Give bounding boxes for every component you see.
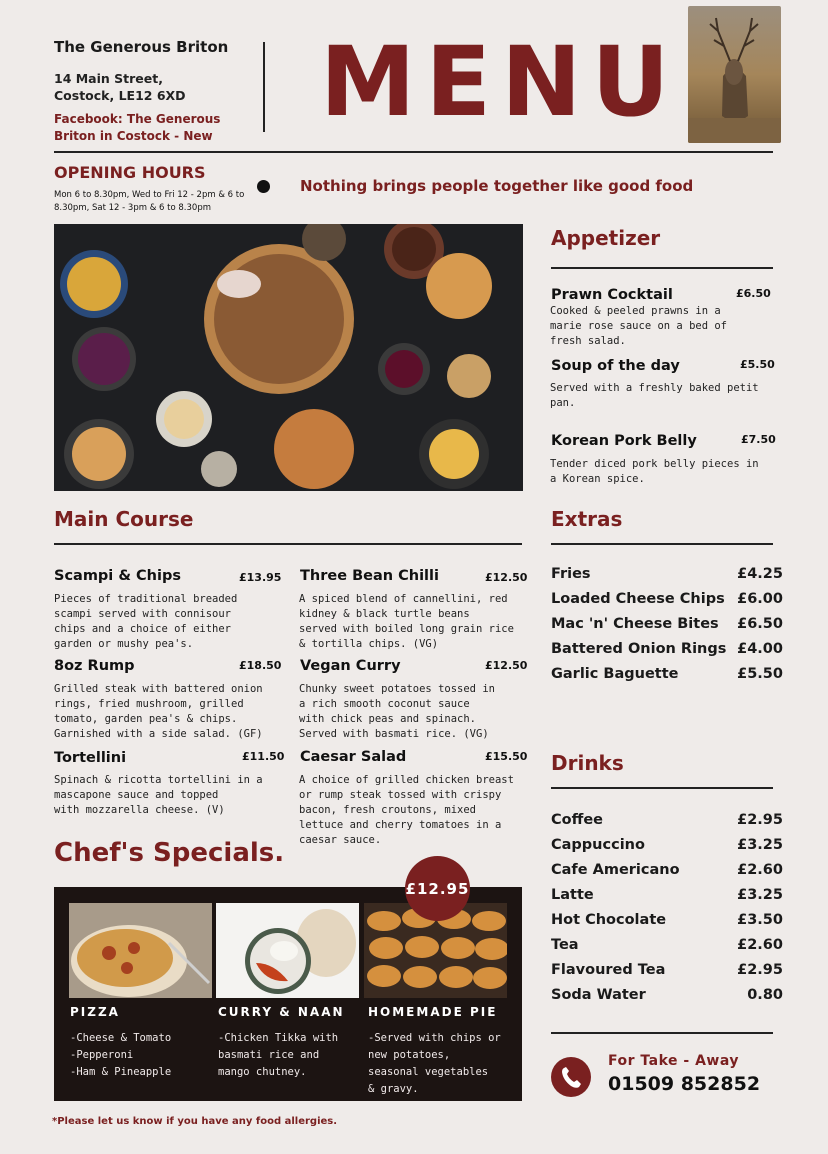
- main-item-desc: [54, 773, 263, 818]
- drink-name: Latte: [551, 887, 594, 903]
- drink-price: £2.60: [737, 862, 783, 878]
- specials-panel: [54, 887, 522, 1101]
- page-title: MENU: [320, 26, 680, 138]
- specials-price-badge: £12.95: [405, 856, 470, 921]
- drink-price: £2.60: [737, 937, 783, 953]
- special-name: CURRY & NAAN: [218, 1005, 345, 1019]
- extras-row: [551, 566, 783, 582]
- desc-line: a Korean spice.: [550, 473, 645, 485]
- drink-name: Cappuccino: [551, 837, 645, 853]
- desc-line: A spiced blend of cannellini, red: [299, 593, 508, 605]
- drinks-title: Drinks: [551, 751, 624, 775]
- appetizer-item-name: Soup of the day: [551, 358, 680, 374]
- extras-item-price: £4.25: [737, 566, 783, 582]
- curry-photo: [216, 903, 359, 998]
- extras-item-price: £4.00: [737, 641, 783, 657]
- drinks-rule: [551, 787, 773, 789]
- header-divider: [263, 42, 265, 132]
- drink-name: Cafe Americano: [551, 862, 680, 878]
- main-item-desc: [299, 773, 514, 848]
- appetizer-item-price: £6.50: [736, 287, 771, 300]
- drink-name: Tea: [551, 937, 579, 953]
- desc-line: & tortilla chips. (VG): [299, 638, 439, 650]
- main-course-title: Main Course: [54, 507, 194, 531]
- phone-icon: [551, 1057, 591, 1097]
- appetizer-item-name: Prawn Cocktail: [551, 287, 673, 303]
- desc-line: scampi served with connisour: [54, 608, 232, 620]
- special-desc: -Chicken Tikka with basmati rice and mango chutney.: [218, 1032, 339, 1078]
- drink-name: Soda Water: [551, 987, 646, 1003]
- drinks-row: [551, 987, 783, 1003]
- desc-line: Served with a freshly baked petit: [550, 382, 759, 394]
- desc-line: Served with basmati rice. (VG): [299, 728, 489, 740]
- facebook-link[interactable]: [54, 111, 254, 145]
- restaurant-name: The Generous Briton: [54, 38, 229, 56]
- desc-line: lettuce and cherry tomatoes in a: [299, 819, 502, 831]
- drinks-row: [551, 812, 783, 828]
- opening-hours-line-1: Mon 6 to 8.30pm, Wed to Fri 12 - 2pm & 6 to: [54, 190, 245, 200]
- desc-line: Garnished with a side salad. (GF): [54, 728, 263, 740]
- pizza-photo: [69, 903, 212, 998]
- drinks-row: [551, 837, 783, 853]
- extras-item-name: Loaded Cheese Chips: [551, 591, 725, 607]
- takeaway-phone[interactable]: 01509 852852: [608, 1073, 761, 1095]
- drink-price: £2.95: [737, 812, 783, 828]
- main-item-price: £13.95: [239, 571, 282, 584]
- desc-line: or rump steak tossed with crispy: [299, 789, 502, 801]
- bullet-dot: [257, 180, 270, 193]
- extras-item-price: £6.00: [737, 591, 783, 607]
- desc-line: Cooked & peeled prawns in a: [550, 305, 721, 317]
- desc-line: tomato, garden pea's & chips.: [54, 713, 238, 725]
- desc-line: A choice of grilled chicken breast: [299, 774, 514, 786]
- extras-title: Extras: [551, 507, 623, 531]
- main-item-price: £11.50: [242, 750, 285, 763]
- food-spread-photo: [54, 224, 523, 491]
- appetizer-item-desc: [550, 457, 759, 487]
- desc-line: Chunky sweet potatoes tossed in: [299, 683, 495, 695]
- main-item-desc: [54, 682, 263, 742]
- desc-line: caesar sauce.: [299, 834, 382, 846]
- extras-rule: [551, 543, 773, 545]
- drink-price: £3.50: [737, 912, 783, 928]
- extras-row: [551, 641, 783, 657]
- allergy-note: *Please let us know if you have any food allergies.: [52, 1116, 338, 1127]
- drink-price: £3.25: [737, 887, 783, 903]
- appetizer-item-desc: [550, 381, 759, 411]
- drinks-row: [551, 962, 783, 978]
- desc-line: Tender diced pork belly pieces in: [550, 458, 759, 470]
- special-name: HOMEMADE PIE: [368, 1005, 498, 1019]
- appetizer-item-desc: [550, 304, 727, 349]
- address-line-2: Costock, LE12 6XD: [54, 88, 186, 103]
- desc-line: mascapone sauce and topped: [54, 789, 219, 801]
- facebook-line-1: Facebook: The Generous: [54, 112, 221, 126]
- desc-line: with chick peas and spinach.: [299, 713, 477, 725]
- drink-price: 0.80: [747, 987, 783, 1003]
- extras-item-name: Mac 'n' Cheese Bites: [551, 616, 719, 632]
- main-item-desc: [54, 592, 237, 652]
- desc-line: served with boiled long grain rice: [299, 623, 514, 635]
- header-rule: [54, 151, 773, 153]
- main-item-name: Tortellini: [54, 750, 127, 766]
- main-item-price: £18.50: [239, 659, 282, 672]
- extras-item-name: Garlic Baguette: [551, 666, 679, 682]
- main-item-desc: [299, 592, 514, 652]
- desc-line: fresh salad.: [550, 335, 626, 347]
- main-course-rule: [54, 543, 522, 545]
- desc-line: Grilled steak with battered onion: [54, 683, 263, 695]
- main-item-name: 8oz Rump: [54, 658, 135, 674]
- opening-hours-title: OPENING HOURS: [54, 163, 206, 182]
- facebook-line-2: Briton in Costock - New: [54, 129, 213, 143]
- main-item-name: Caesar Salad: [300, 749, 407, 765]
- opening-hours-line-2: 8.30pm, Sat 12 - 3pm & 6 to 8.30pm: [54, 203, 211, 213]
- drinks-row: [551, 862, 783, 878]
- desc-line: rings, fried mushroom, grilled: [54, 698, 244, 710]
- takeaway-label: For Take - Away: [608, 1053, 739, 1069]
- main-item-desc: [299, 682, 495, 742]
- address: [54, 70, 186, 104]
- drink-price: £2.95: [737, 962, 783, 978]
- special-desc: -Cheese & Tomato -Pepperoni -Ham & Pineapple: [70, 1032, 172, 1078]
- extras-row: [551, 666, 783, 682]
- appetizer-item-price: £5.50: [740, 358, 775, 371]
- appetizer-item-name: Korean Pork Belly: [551, 433, 697, 449]
- main-item-name: Three Bean Chilli: [300, 568, 439, 584]
- drink-price: £3.25: [737, 837, 783, 853]
- main-item-name: Vegan Curry: [300, 658, 401, 674]
- extras-item-name: Battered Onion Rings: [551, 641, 727, 657]
- address-line-1: 14 Main Street,: [54, 71, 163, 86]
- desc-line: garden or mushy pea's.: [54, 638, 194, 650]
- drinks-row: [551, 937, 783, 953]
- desc-line: Pieces of traditional breaded: [54, 593, 238, 605]
- desc-line: bacon, fresh croutons, mixed: [299, 804, 477, 816]
- deer-photo: [688, 6, 781, 143]
- desc-line: Spinach & ricotta tortellini in a: [54, 774, 263, 786]
- desc-line: kidney & black turtle beans: [299, 608, 470, 620]
- appetizer-item-price: £7.50: [741, 433, 776, 446]
- special-name: PIZZA: [70, 1005, 120, 1019]
- drinks-bottom-rule: [551, 1032, 773, 1034]
- appetizer-title: Appetizer: [551, 226, 661, 250]
- main-item-price: £12.50: [485, 659, 528, 672]
- drink-name: Hot Chocolate: [551, 912, 667, 928]
- appetizer-rule: [551, 267, 773, 269]
- desc-line: marie rose sauce on a bed of: [550, 320, 728, 332]
- desc-line: with mozzarella cheese. (V): [54, 804, 225, 816]
- tagline: Nothing brings people together like good food: [300, 177, 694, 195]
- extras-item-price: £5.50: [737, 666, 783, 682]
- chefs-specials-title: Chef's Specials.: [54, 838, 285, 868]
- desc-line: chips and a choice of either: [54, 623, 232, 635]
- main-item-price: £12.50: [485, 571, 528, 584]
- special-desc: -Served with chips or new potatoes, seasonal vegetables & gravy.: [368, 1032, 501, 1095]
- extras-row: [551, 591, 783, 607]
- desc-line: a rich smooth coconut sauce: [299, 698, 470, 710]
- extras-item-price: £6.50: [737, 616, 783, 632]
- main-item-price: £15.50: [485, 750, 528, 763]
- drink-name: Flavoured Tea: [551, 962, 666, 978]
- drink-name: Coffee: [551, 812, 604, 828]
- extras-row: [551, 616, 783, 632]
- extras-item-name: Fries: [551, 566, 591, 582]
- opening-hours-text: [54, 189, 254, 215]
- drinks-row: [551, 912, 783, 928]
- main-item-name: Scampi & Chips: [54, 568, 181, 584]
- desc-line: pan.: [550, 397, 576, 409]
- drinks-row: [551, 887, 783, 903]
